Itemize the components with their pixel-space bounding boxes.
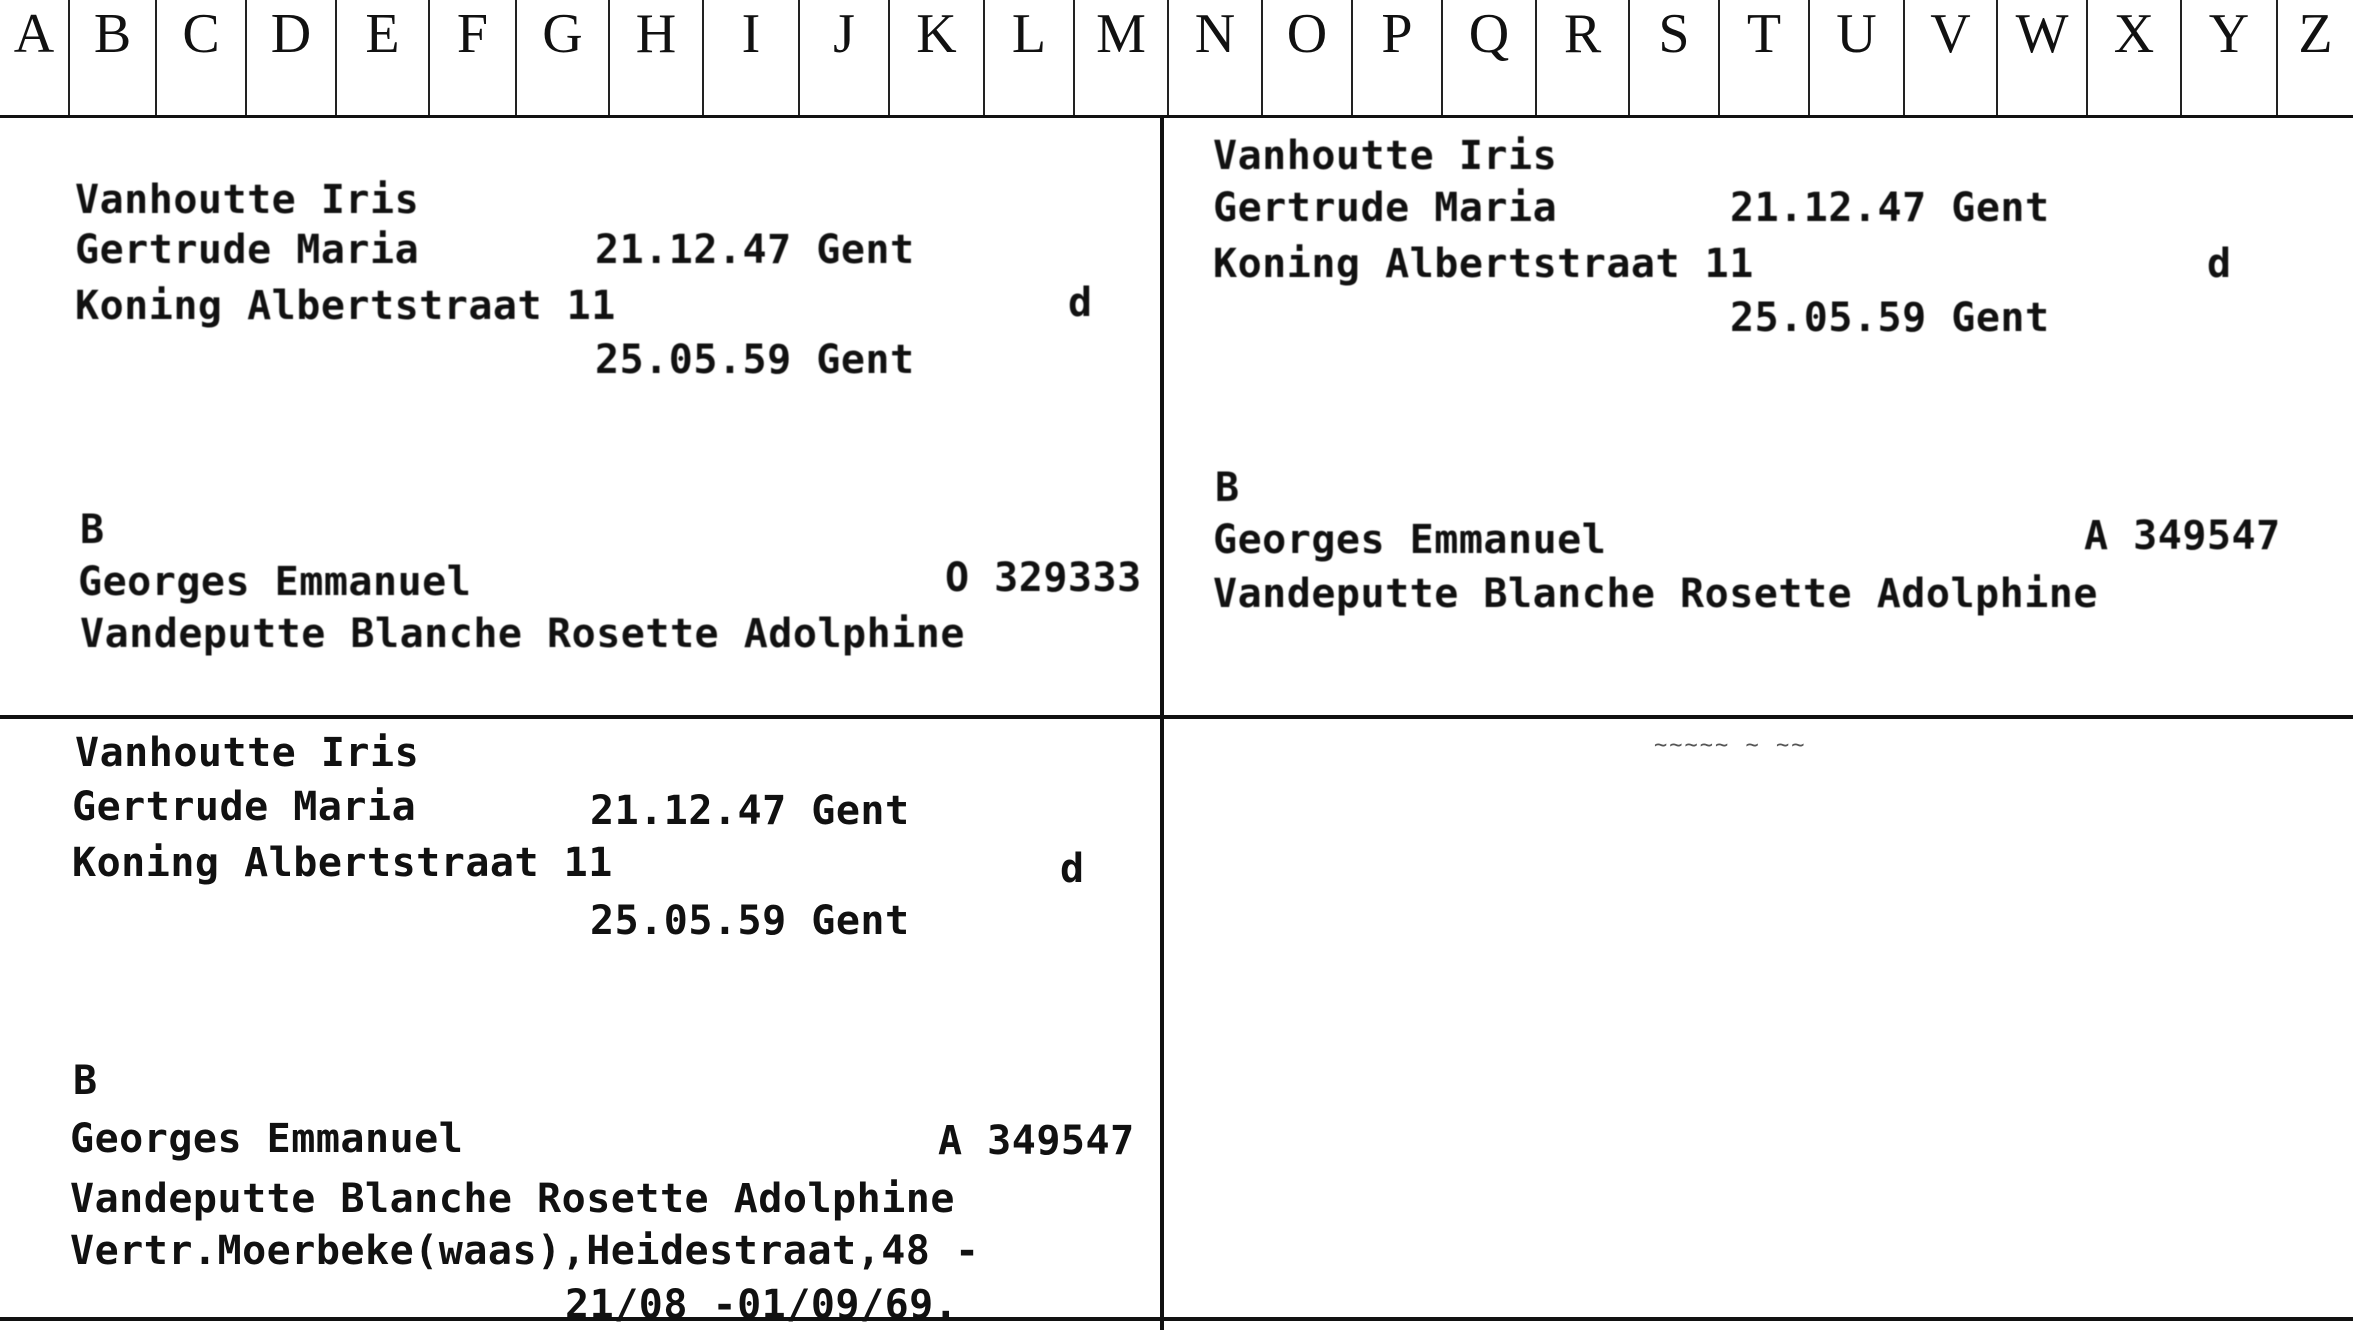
alphabet-index-tabs <box>0 0 2353 118</box>
birth-date-place: 21.12.47 Gent <box>595 227 915 273</box>
tab-letter-i: I <box>702 0 798 115</box>
given-names-line: Gertrude Maria <box>75 227 420 273</box>
tab-letter-z: Z <box>2276 0 2353 115</box>
record-card-top-left <box>0 118 1160 715</box>
id-number: A 349547 <box>938 1118 1135 1164</box>
father-name: Georges Emmanuel <box>78 559 472 605</box>
tab-letter-t: T <box>1718 0 1808 115</box>
birth-date-place: 21.12.47 Gent <box>590 788 910 834</box>
id-number: O 329333 <box>945 555 1142 601</box>
status-mark: d <box>1068 280 1093 326</box>
birth-date-place: 21.12.47 Gent <box>1730 185 2050 231</box>
bottom-divider <box>0 1317 2353 1321</box>
nationality-code: B <box>73 1058 98 1104</box>
registration-date-place: 25.05.59 Gent <box>1730 295 2050 341</box>
tab-letter-k: K <box>888 0 983 115</box>
nationality-code: B <box>1215 465 1240 511</box>
tab-letter-l: L <box>983 0 1073 115</box>
address-line: Koning Albertstraat 11 <box>72 840 613 886</box>
tab-letter-s: S <box>1628 0 1718 115</box>
father-name: Georges Emmanuel <box>70 1116 464 1162</box>
address-line: Koning Albertstraat 11 <box>1213 241 1754 287</box>
address-line: Koning Albertstraat 11 <box>75 283 616 329</box>
mother-name: Vandeputte Blanche Rosette Adolphine <box>70 1176 955 1222</box>
father-name: Georges Emmanuel <box>1213 517 1607 563</box>
departure-dates: 21/08 -01/09/69. <box>565 1282 959 1328</box>
name-line: Vanhoutte Iris <box>75 177 420 223</box>
nationality-code: B <box>80 507 105 553</box>
tab-letter-u: U <box>1808 0 1903 115</box>
id-number: A 349547 <box>2084 513 2281 559</box>
tab-letter-f: F <box>428 0 515 115</box>
tab-letter-j: J <box>798 0 888 115</box>
tab-letter-h: H <box>608 0 702 115</box>
name-line: Vanhoutte Iris <box>1213 133 1558 179</box>
tab-letter-o: O <box>1261 0 1351 115</box>
tab-letter-p: P <box>1351 0 1441 115</box>
record-card-top-right <box>1164 118 2353 715</box>
tab-letter-b: B <box>68 0 155 115</box>
status-mark: d <box>1060 846 1085 892</box>
departure-line: Vertr.Moerbeke(waas),Heidestraat,48 - <box>70 1228 980 1274</box>
mother-name: Vandeputte Blanche Rosette Adolphine <box>80 611 965 657</box>
faint-mark: ~~~~~ ~ ~~ <box>1654 733 1807 758</box>
tab-letter-d: D <box>245 0 335 115</box>
tab-letter-y: Y <box>2180 0 2276 115</box>
name-line: Vanhoutte Iris <box>75 730 420 776</box>
status-mark: d <box>2207 241 2232 287</box>
registration-date-place: 25.05.59 Gent <box>590 898 910 944</box>
record-card-bottom-right <box>1164 719 2353 1317</box>
tab-letter-c: C <box>155 0 245 115</box>
tab-letter-a: A <box>13 3 55 65</box>
tab-letter-n: N <box>1167 0 1261 115</box>
record-card-bottom-left <box>0 719 1160 1328</box>
mother-name: Vandeputte Blanche Rosette Adolphine <box>1213 571 2098 617</box>
tab-letter-m: M <box>1073 0 1167 115</box>
given-names-line: Gertrude Maria <box>72 784 417 830</box>
tab-letter-w: W <box>1996 0 2086 115</box>
tab-letter-r: R <box>1535 0 1628 115</box>
registration-date-place: 25.05.59 Gent <box>595 337 915 383</box>
tab-letter-g: G <box>515 0 608 115</box>
tab-letter-v: V <box>1903 0 1996 115</box>
tab-letter-x: X <box>2086 0 2180 115</box>
given-names-line: Gertrude Maria <box>1213 185 1558 231</box>
tab-letter-e: E <box>335 0 428 115</box>
tab-letter-q: Q <box>1441 0 1535 115</box>
